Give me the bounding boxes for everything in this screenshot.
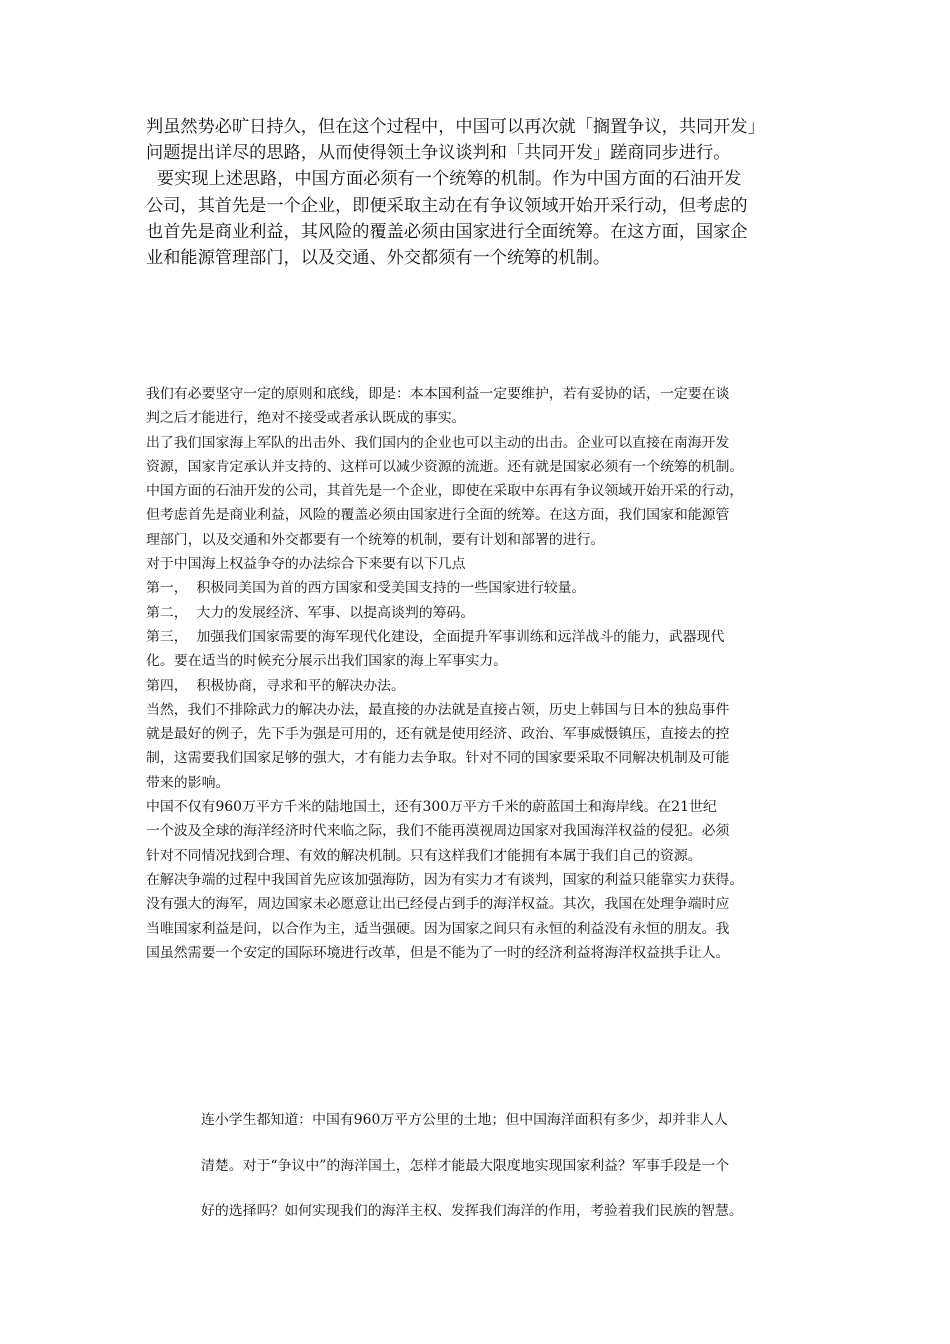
text-line: 清楚。对于“争议中”的海洋国土，怎样才能最大限度地实现国家利益？军事手段是一个 [201, 1157, 730, 1174]
text-line: 就是最好的例子，先下手为强是可用的，还有就是使用经济、政治、军事威慑镇压，直接去的控 [146, 726, 730, 743]
text-line: 公司，其首先是一个企业，即便采取主动在有争议领域开始开采行动，但考虑的 [146, 195, 748, 216]
text-line: 但考虑首先是商业利益，风险的覆盖必须由国家进行全面的统筹。在这方面，我们国家和能源管 [146, 507, 730, 524]
text-line: 中国不仅有960万平方千米的陆地国土，还有300万平方千米的蔚蓝国土和海岸线。在21世纪 [146, 799, 717, 816]
text-line: 当唯国家利益是问，以合作为主，适当强硬。因为国家之间只有永恒的利益没有永恒的朋友。我 [146, 920, 730, 937]
text-line: 对于中国海上权益争夺的办法综合下来要有以下几点 [146, 556, 466, 573]
text-line: 我们有必要坚守一定的原则和底线，即是：本本国利益一定要维护，若有妥协的话，一定要在谈 [146, 386, 730, 402]
text-line: 国虽然需要一个安定的国际环境进行改革，但是不能为了一时的经济利益将海洋权益拱手让人。 [146, 944, 730, 961]
text-line: 要实现上述思路，中国方面必须有一个统筹的机制。作为中国方面的石油开发 [146, 169, 742, 190]
text-line: 没有强大的海军，周边国家未必愿意让出已经侵占到手的海洋权益。其次，我国在处理争端时应 [146, 896, 730, 913]
list-item-third: 第三， 加强我们国家需要的海军现代化建设，全面提升军事训练和远洋战斗的能力，武器现代 [146, 628, 725, 645]
text-line: 当然，我们不排除武力的解决办法，最直接的办法就是直接占领，历史上韩国与日本的独岛事件 [146, 701, 730, 718]
text-line: 出了我们国家海上军队的出击外、我们国内的企业也可以主动的出击。企业可以直接在南海开发 [146, 434, 730, 451]
text-line: 好的选择吗？如何实现我们的海洋主权、发挥我们海洋的作用，考验着我们民族的智慧。 [201, 1203, 743, 1219]
paragraph-block-3 [201, 1098, 821, 1235]
paragraph-block-2 [146, 382, 810, 965]
paragraph-block-1 [146, 114, 810, 271]
list-item-first: 第一， 积极同美国为首的西方国家和受美国支持的一些国家进行较量。 [146, 580, 586, 597]
text-line: 化。要在适当的时候充分展示出我们国家的海上军事实力。 [146, 653, 508, 670]
text-line: 也首先是商业利益，其风险的覆盖必须由国家进行全面统筹。在这方面，国家企 [146, 221, 748, 242]
text-line: 问题提出详尽的思路，从而使得领土争议谈判和「共同开发」蹉商同步进行。 [146, 143, 731, 164]
text-line: 中国方面的石油开发的公司，其首先是一个企业，即使在采取中东再有争议领域开始开采的行动， [146, 483, 744, 500]
text-line: 针对不同情况找到合理、有效的解决机制。只有这样我们才能拥有本属于我们自己的资源。 [146, 847, 702, 864]
text-line: 业和能源管理部门，以及交通、外交都须有一个统筹的机制。 [146, 248, 611, 269]
text-line: 带来的影响。 [146, 774, 230, 791]
text-line: 判之后才能进行，绝对不接受或者承认既成的事实。 [146, 410, 466, 427]
text-line: 制，这需要我们国家足够的强大，才有能力去争取。针对不同的国家要采取不同解决机制及可能 [146, 750, 730, 767]
text-line: 在解决争端的过程中我国首先应该加强海防，因为有实力才有谈判，国家的利益只能靠实力获得。 [146, 871, 744, 888]
list-item-second: 第二， 大力的发展经济、军事、以提高谈判的筹码。 [146, 604, 475, 621]
text-line: 资源，国家肯定承认并支持的、这样可以减少资源的流逝。还有就是国家必须有一个统筹的机制。 [146, 458, 744, 475]
list-item-fourth: 第四， 积极协商，寻求和平的解决办法。 [146, 677, 405, 694]
text-line: 一个波及全球的海洋经济时代来临之际，我们不能再漠视周边国家对我国海洋权益的侵犯。必须 [146, 823, 730, 840]
text-line: 连小学生都知道：中国有960万平方公里的土地；但中国海洋面积有多少，却并非人人 [201, 1112, 728, 1128]
text-line: 理部门，以及交通和外交都要有一个统筹的机制，要有计划和部署的进行。 [146, 531, 605, 548]
text-line: 判虽然势必旷日持久，但在这个过程中，中国可以再次就「搁置争议，共同开发」 [146, 117, 765, 137]
